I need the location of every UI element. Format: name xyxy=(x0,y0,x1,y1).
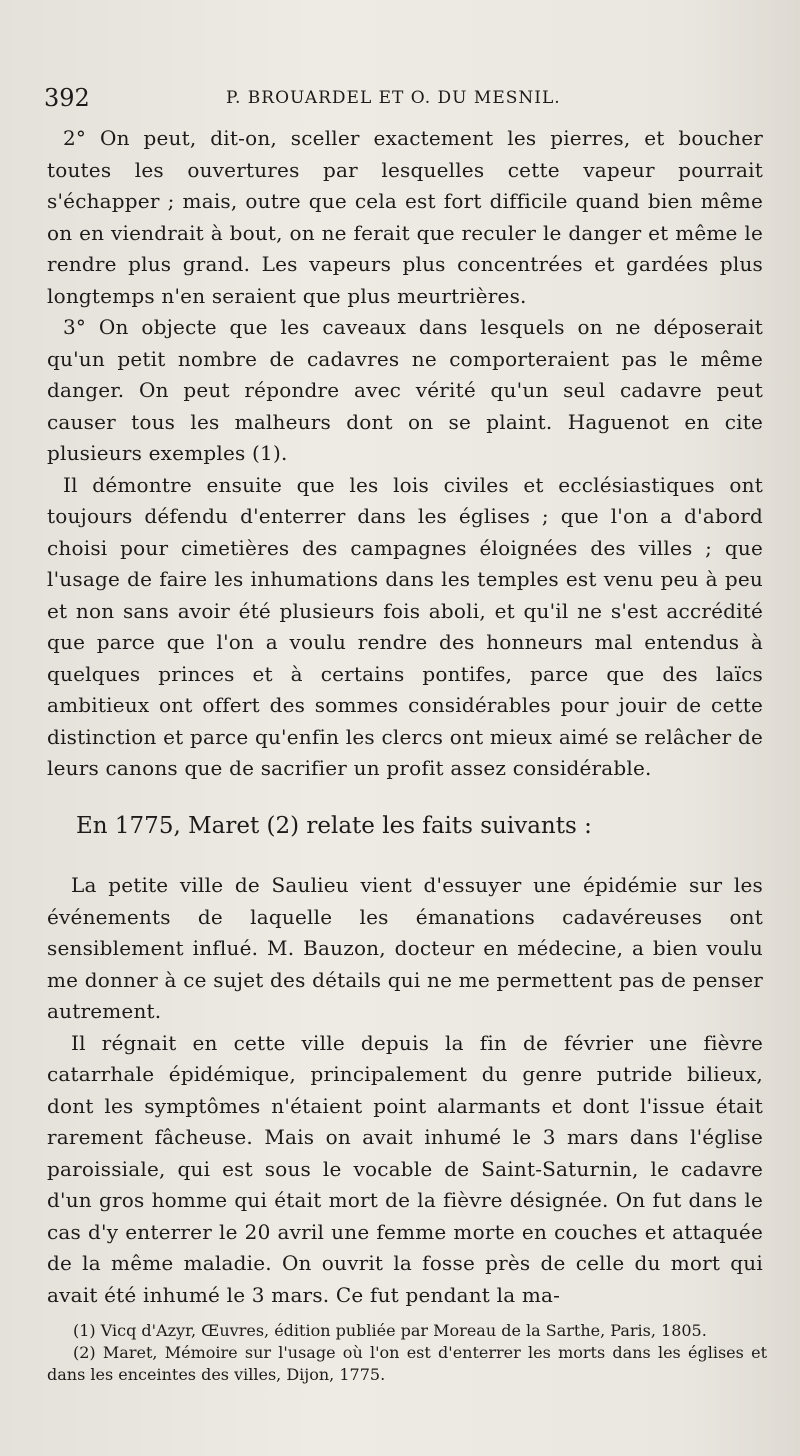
body-text-upper xyxy=(47,123,763,785)
footnote-2: (2) Maret, Mémoire sur l'usage où l'on est d'enterrer les morts dans les églises et dans les enceintes des villes, Dijon, 1775. xyxy=(47,1343,767,1384)
running-head xyxy=(44,84,564,114)
section-heading: En 1775, Maret (2) relate les faits suivants : xyxy=(76,813,592,839)
footnotes xyxy=(47,1320,767,1386)
paragraph-3: 3° On objecte que les caveaux dans lesquels on ne déposerait qu'un petit nombre de cadavres ne comporteraient pas le même danger. On peut répondre avec vérité qu'un seul cadavre peut causer tous les malheurs dont on se plaint. Haguenot en cite plusieurs exemples (1). xyxy=(47,315,763,465)
running-title: P. BROUARDEL ET O. DU MESNIL. xyxy=(226,88,561,108)
quote-paragraph-epidemic: Il régnait en cette ville depuis la fin de février une fièvre catarrhale épidémique, principalement du genre putride bilieux, dont les symptômes n'étaient point alarmants et dont l'issue était rarement fâcheuse. Mais on avait inhumé le 3 mars dans l'église paroissiale, qui est sous le vocable de Saint-Saturnin, le cadavre d'un gros homme qui était mort de la fièvre désignée. On fut dans le cas d'y enterrer le 20 avril une femme morte en couches et attaquée de la même maladie. On ouvrit la fosse près de celle du mort qui avait été inhumé le 3 mars. Ce fut pendant la ma- xyxy=(47,1030,763,1307)
paragraph-demonstration: Il démontre ensuite que les lois civiles et ecclésiastiques ont toujours défendu d'enterrer dans les églises ; que l'on a d'abord choisi pour cimetières des campagnes éloignées des villes ; que l'usage de faire les inhumations dans les temples est venu peu à peu et non sans avoir été plusieurs fois aboli, et qu'il ne s'est accrédité que parce que l'on a voulu rendre des honneurs mal entendus à quelques princes et à certains pontifes, parce que des laïcs ambitieux ont offert des sommes considérables pour jouir de cette distinction et parce qu'enfin les clercs ont mieux aimé se relâcher de leurs canons que de sacrifier un profit assez considérable. xyxy=(47,472,763,780)
quoted-text xyxy=(47,870,763,1311)
footnote-1: (1) Vicq d'Azyr, Œuvres, édition publiée par Moreau de la Sarthe, Paris, 1805. xyxy=(73,1321,707,1340)
quote-paragraph-saulieu: La petite ville de Saulieu vient d'essuyer une épidémie sur les événements de laquelle les émanations cadavéreuses ont sensiblement influé. M. Bauzon, docteur en médecine, a bien voulu me donner à ce sujet des détails qui ne me permettent pas de penser autrement. xyxy=(47,873,763,1023)
paragraph-2: 2° On peut, dit-on, sceller exactement les pierres, et boucher toutes les ouvertures par lesquelles cette vapeur pourrait s'échapper ; mais, outre que cela est fort difficile quand bien même on en viendrait à bout, on ne ferait que reculer le danger et même le rendre plus grand. Les vapeurs plus concentrées et gardées plus longtemps n'en seraient que plus meurtrières. xyxy=(47,126,763,308)
page-number: 392 xyxy=(44,84,90,112)
